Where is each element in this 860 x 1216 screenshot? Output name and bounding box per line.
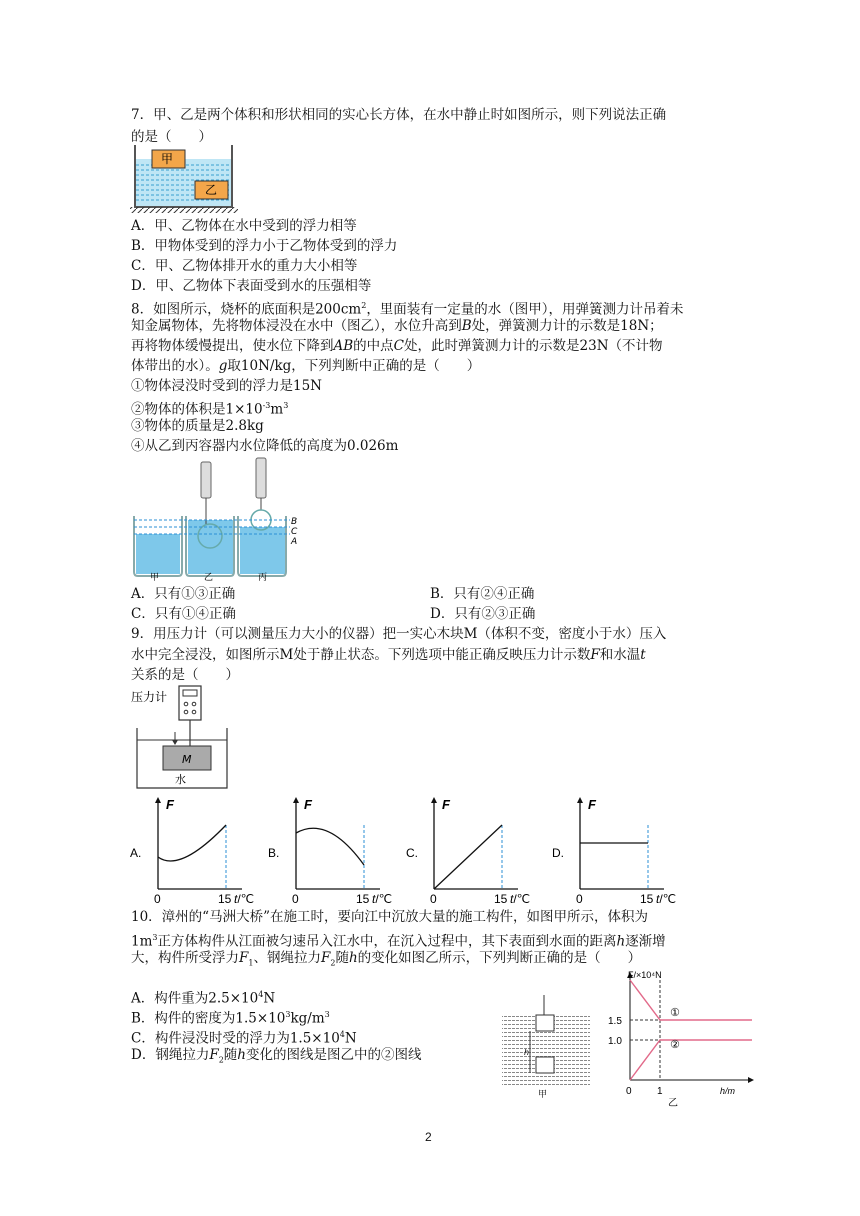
q7-option-b: B．甲物体受到的浮力小于乙物体受到的浮力: [131, 238, 398, 254]
q9-graph-a: [130, 797, 254, 906]
q9-graph-f-label: F: [166, 797, 174, 812]
q8-beaker-jia: [134, 516, 182, 576]
q9-graph-t-label: t/℃: [234, 892, 255, 906]
q9-graph-origin: 0: [430, 892, 437, 906]
q8-label-jia: 甲: [150, 573, 160, 583]
q8-line3: 再将物体缓慢提出，使水位下降到AB的中点C处，此时弹簧测力计的示数是23N（不计物: [131, 338, 663, 354]
q9-graph-y-arrow: [431, 797, 437, 803]
q7-option-a: A．甲、乙物体在水中受到的浮力相等: [131, 218, 357, 234]
q7-label-yi: 乙: [205, 183, 218, 197]
q8-statement-3: ③物体的质量是2.8kg: [131, 418, 264, 434]
q10-graph-fig-label: 乙: [668, 1098, 678, 1109]
q8-option-c: C．只有①④正确: [131, 606, 236, 622]
q9-graph-option-label: B.: [268, 846, 280, 860]
q10-option-d: D．钢绳拉力$F_2$随h变化的图线是图乙中的②图线: [131, 1047, 422, 1065]
q8-label-b: B: [291, 517, 298, 527]
q8-statement-4: ④从乙到丙容器内水位降低的高度为0.026m: [131, 438, 399, 454]
q10-graph-ytick: 1.0: [608, 1036, 622, 1047]
q9-graph-curve: [158, 825, 226, 861]
q9-graph-y-arrow: [293, 797, 299, 803]
q10-graph-series-label: ①: [670, 1006, 680, 1019]
q8-statement-1: ①物体浸没时受到的浮力是15N: [131, 378, 322, 394]
q7-label-jia: 甲: [161, 152, 174, 166]
q9-graph-curve: [296, 828, 364, 865]
q9-graph-t-label: t/℃: [656, 892, 677, 906]
q10-graph-xlabel: h/m: [720, 1086, 736, 1096]
q10-fig-h: h: [524, 1048, 530, 1057]
q10-fig-jia-label: 甲: [538, 1090, 548, 1100]
q8-option-b: B．只有②④正确: [430, 586, 535, 602]
q8-beaker-yi: [186, 462, 234, 576]
q10-graph-series-1: [630, 980, 752, 1020]
q9-graph-y-arrow: [577, 797, 583, 803]
q9-graph-option-label: C.: [406, 846, 418, 860]
q10-graph-series-label: ②: [670, 1038, 680, 1051]
q9-graph-origin: 0: [576, 892, 583, 906]
q9-line1: 9．用压力计（可以测量压力大小的仪器）把一实心木块M（体积不变，密度小于水）压入: [131, 626, 667, 642]
q10-graph-ytick: 1.5: [608, 1016, 622, 1027]
q10-line2: $1m^3$正方体构件从江面被匀速吊入江水中，在沉入过程中，其下表面到水面的距离h逐渐增: [131, 933, 666, 950]
q7-stem-line2: 的是（ ）: [131, 129, 212, 145]
q9-line3: 关系的是（ ）: [131, 667, 239, 683]
q9-graph-f-label: F: [442, 797, 450, 812]
q9-graph-origin: 0: [154, 892, 161, 906]
q8-line4: 体带出的水）。g取10N/kg，下列判断中正确的是（ ）: [131, 358, 481, 374]
q9-graph-options: [130, 795, 700, 906]
q9-graph-tick: 15: [640, 892, 654, 906]
q9-line2: 水中完全浸没，如图所示M处于静止状态。下列选项中能正确反映压力计示数F和水温t: [131, 647, 646, 663]
q8-label-bing: 丙: [258, 573, 268, 583]
q9-water-label: 水: [175, 773, 186, 786]
q8-line2: 知金属物体，先将物体浸没在水中（图乙），水位升高到B处，弹簧测力计的示数是18N；: [131, 318, 663, 334]
q9-gauge-label: 压力计: [131, 690, 168, 704]
q9-graph-origin: 0: [292, 892, 299, 906]
q9-graph-tick: 15: [356, 892, 370, 906]
q9-graph-tick: 15: [494, 892, 508, 906]
q8-option-a: A．只有①③正确: [131, 586, 236, 602]
q10-graph-origin: 0: [626, 1086, 632, 1097]
q8-beaker-bing: [238, 458, 286, 576]
q9-graph-t-label: t/℃: [372, 892, 393, 906]
q9-graph-option-label: A.: [130, 846, 142, 860]
q10-figure-yi: [600, 968, 760, 1108]
q8-statement-2: ②物体的体积是$1\times 10^{-3}m^3$: [131, 401, 289, 418]
q10-figure-jia: [500, 995, 595, 1105]
q10-option-b: B．构件的密度为$1.5\times 10^3kg/m^3$: [131, 1010, 330, 1027]
q8-line1: 8．如图所示，烧杯的底面积是$200cm^2$，里面装有一定量的水（图甲），用弹簧测力计吊着未: [131, 301, 684, 318]
q8-label-yi: 乙: [204, 573, 214, 583]
q8-figure: [130, 454, 305, 584]
q7-stem-line1: 7．甲、乙是两个体积和形状相同的实心长方体，在水中静止时如图所示，则下列说法正确: [131, 107, 667, 123]
q9-graph-option-label: D.: [552, 846, 564, 860]
q9-graph-y-arrow: [155, 797, 161, 803]
q10-graph-series-2: [630, 1040, 752, 1080]
q10-graph-xtick: 1: [657, 1086, 663, 1097]
q8-option-d: D．只有②③正确: [430, 606, 536, 622]
q9-graph-b: [268, 797, 392, 906]
q10-option-a: A．构件重为$2.5\times 10^4N$: [131, 990, 276, 1007]
q9-apparatus: [131, 684, 241, 794]
q9-block-label: M: [182, 753, 192, 766]
q9-graph-f-label: F: [588, 797, 596, 812]
q9-graph-f-label: F: [304, 797, 312, 812]
q9-graph-d: [552, 797, 676, 906]
q10-option-c: C．构件浸没时受的浮力为$1.5\times 10^4N$: [131, 1030, 357, 1047]
q10-line1: 10．漳州的“马洲大桥”在施工时，要向江中沉放大量的施工构件，如图甲所示，体积为: [131, 909, 648, 925]
q7-option-d: D．甲、乙物体下表面受到水的压强相等: [131, 278, 372, 294]
q9-graph-t-label: t/℃: [510, 892, 531, 906]
page-number: 2: [425, 1130, 432, 1144]
q9-graph-c: [406, 797, 530, 906]
q7-option-c: C．甲、乙物体排开水的重力大小相等: [131, 258, 358, 274]
q7-figure: [130, 143, 240, 215]
q8-label-a: A: [291, 537, 298, 547]
q9-graph-tick: 15: [218, 892, 232, 906]
q10-line3: 大，构件所受浮力$F_1$、钢绳拉力$F_2$随h的变化如图乙所示，下列判断正确的是（ ）: [131, 950, 642, 968]
q10-graph-x-arrow: [748, 1077, 754, 1083]
q8-label-c: C: [291, 527, 298, 537]
q10-graph-ylabel: F/×10⁴N: [628, 970, 662, 980]
q9-graph-curve: [434, 825, 502, 889]
